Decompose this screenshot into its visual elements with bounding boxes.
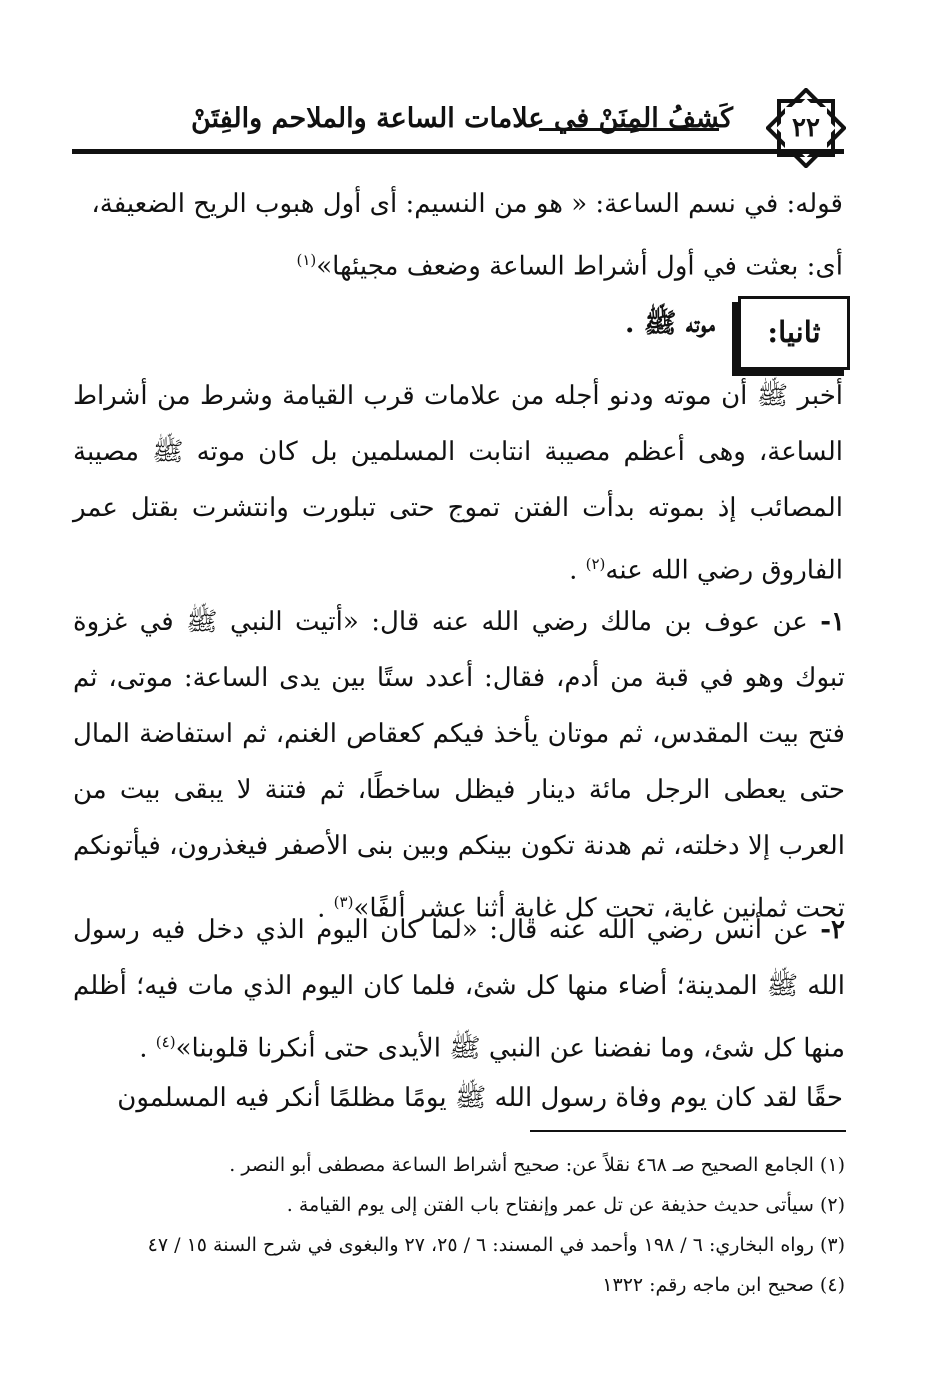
intro-paragraph bbox=[73, 176, 843, 295]
section-label: ثانيا: bbox=[767, 315, 821, 349]
hadith-item-1 bbox=[73, 594, 845, 937]
header-rule bbox=[72, 149, 844, 154]
paragraph-2 bbox=[73, 1070, 843, 1126]
footnote-ref-2: (٢) bbox=[585, 555, 606, 573]
page-number: ٢٢ bbox=[792, 113, 820, 143]
footnote-3: (٣) رواه البخاري: ٦ / ١٩٨ وأحمد في المسند: ٦ / ٢٥، ٢٧ والبغوى في شرح السنة ١٥ / ٤٧ bbox=[147, 1234, 845, 1256]
footnote-ref-4: (٤) bbox=[155, 1033, 176, 1051]
paragraph-2-text: حقًا لقد كان يوم وفاة رسول الله ﷺ يومًا مظلمًا أنكر فيه المسلمون bbox=[117, 1083, 843, 1113]
item-2-number: ٢- bbox=[820, 915, 845, 945]
footnote-divider bbox=[530, 1130, 846, 1132]
item-2-text: عن أنس رضي الله عنه قال: «لما كان اليوم الذي دخل فيه رسول الله ﷺ المدينة؛ أضاء منها كل شئ، فلما كان اليوم الذي مات فيه؛ أظلم منها كل شئ، وما نفضنا عن النبي ﷺ الأيدى حتى أنكرنا قلوبنا» bbox=[73, 915, 845, 1064]
item-2-end: . bbox=[139, 1033, 156, 1064]
footnote-ref-1: (١) bbox=[296, 251, 317, 269]
footnote-ref-3: (٣) bbox=[333, 893, 354, 911]
section-title: موته ﷺ . bbox=[625, 308, 715, 339]
paragraph-1: أخبر ﷺ أن موته ودنو أجله من علامات قرب القيامة وشرط من أشراط الساعة، وهى أعظم مصيبة انتابت المسلمين بل كان موته ﷺ مصيبة المصائب إذ بموته بدأت الفتن تموج حتى تبلورت وانتشرت بقتل عمر الفاروق رضي الله عنه$^{(٢)}$ . bbox=[73, 381, 843, 586]
header-dash bbox=[539, 128, 719, 131]
item-1-number: ١- bbox=[820, 607, 846, 637]
intro-line-2: أى: بعثت في أول أشراط الساعة وضعف مجيئها» bbox=[316, 251, 843, 282]
item-1-text: عن عوف بن مالك رضي الله عنه قال: «أتيت النبي ﷺ في غزوة تبوك وهو في قبة من أدم، فقال: أعدد ستًا بين يدى الساعة: موتى، ثم فتح بيت المقدس، ثم موتان يأخذ فيكم كعقاص الغنم، ثم استفاضة المال حتى يعطى الرجل مائة دينار فيظل ساخطًا، ثم فتنة لا يبقى بيت من العرب إلا دخلته، ثم هدنة تكون بينكم وبين بنى الأصفر فيغذرون، فيأتونكم تحت ثمانين غاية، تحت كل غاية أثنا عشر ألفًا» bbox=[73, 607, 845, 924]
hadith-item-2 bbox=[73, 902, 845, 1077]
intro-line-1: قوله: في نسم الساعة: « هو من النسيم: أى أول هبوب الريح الضعيفة، bbox=[91, 189, 843, 219]
section-label-box bbox=[738, 296, 850, 370]
page-number-badge bbox=[766, 88, 846, 168]
footnote-4: (٤) صحيح ابن ماجه رقم: ١٣٢٢ bbox=[602, 1274, 845, 1296]
footnote-2: (٢) سيأتى حديث حذيفة عن تل عمر وإنفتاح باب الفتن إلى يوم القيامة . bbox=[286, 1194, 845, 1216]
footnote-1: (١) الجامع الصحيح صـ ٤٦٨ نقلاً عن: صحيح أشراط الساعة مصطفى أبو النصر . bbox=[229, 1154, 845, 1176]
paragraph-1-text: أخبر ﷺ أن موته ودنو أجله من علامات قرب القيامة وشرط من أشراط الساعة، وهى أعظم مصيبة انتابت المسلمين بل كان موته ﷺ مصيبة المصائب إذ بموته بدأت الفتن تموج حتى تبلورت وانتشرت بقتل عمر الفاروق رضي الله عنه bbox=[73, 381, 843, 586]
running-header-title: كَشفُ المِنَنْ في علامات الساعة والملاحم والفِتَنْ bbox=[191, 103, 733, 134]
item-1-end: . bbox=[317, 893, 334, 924]
